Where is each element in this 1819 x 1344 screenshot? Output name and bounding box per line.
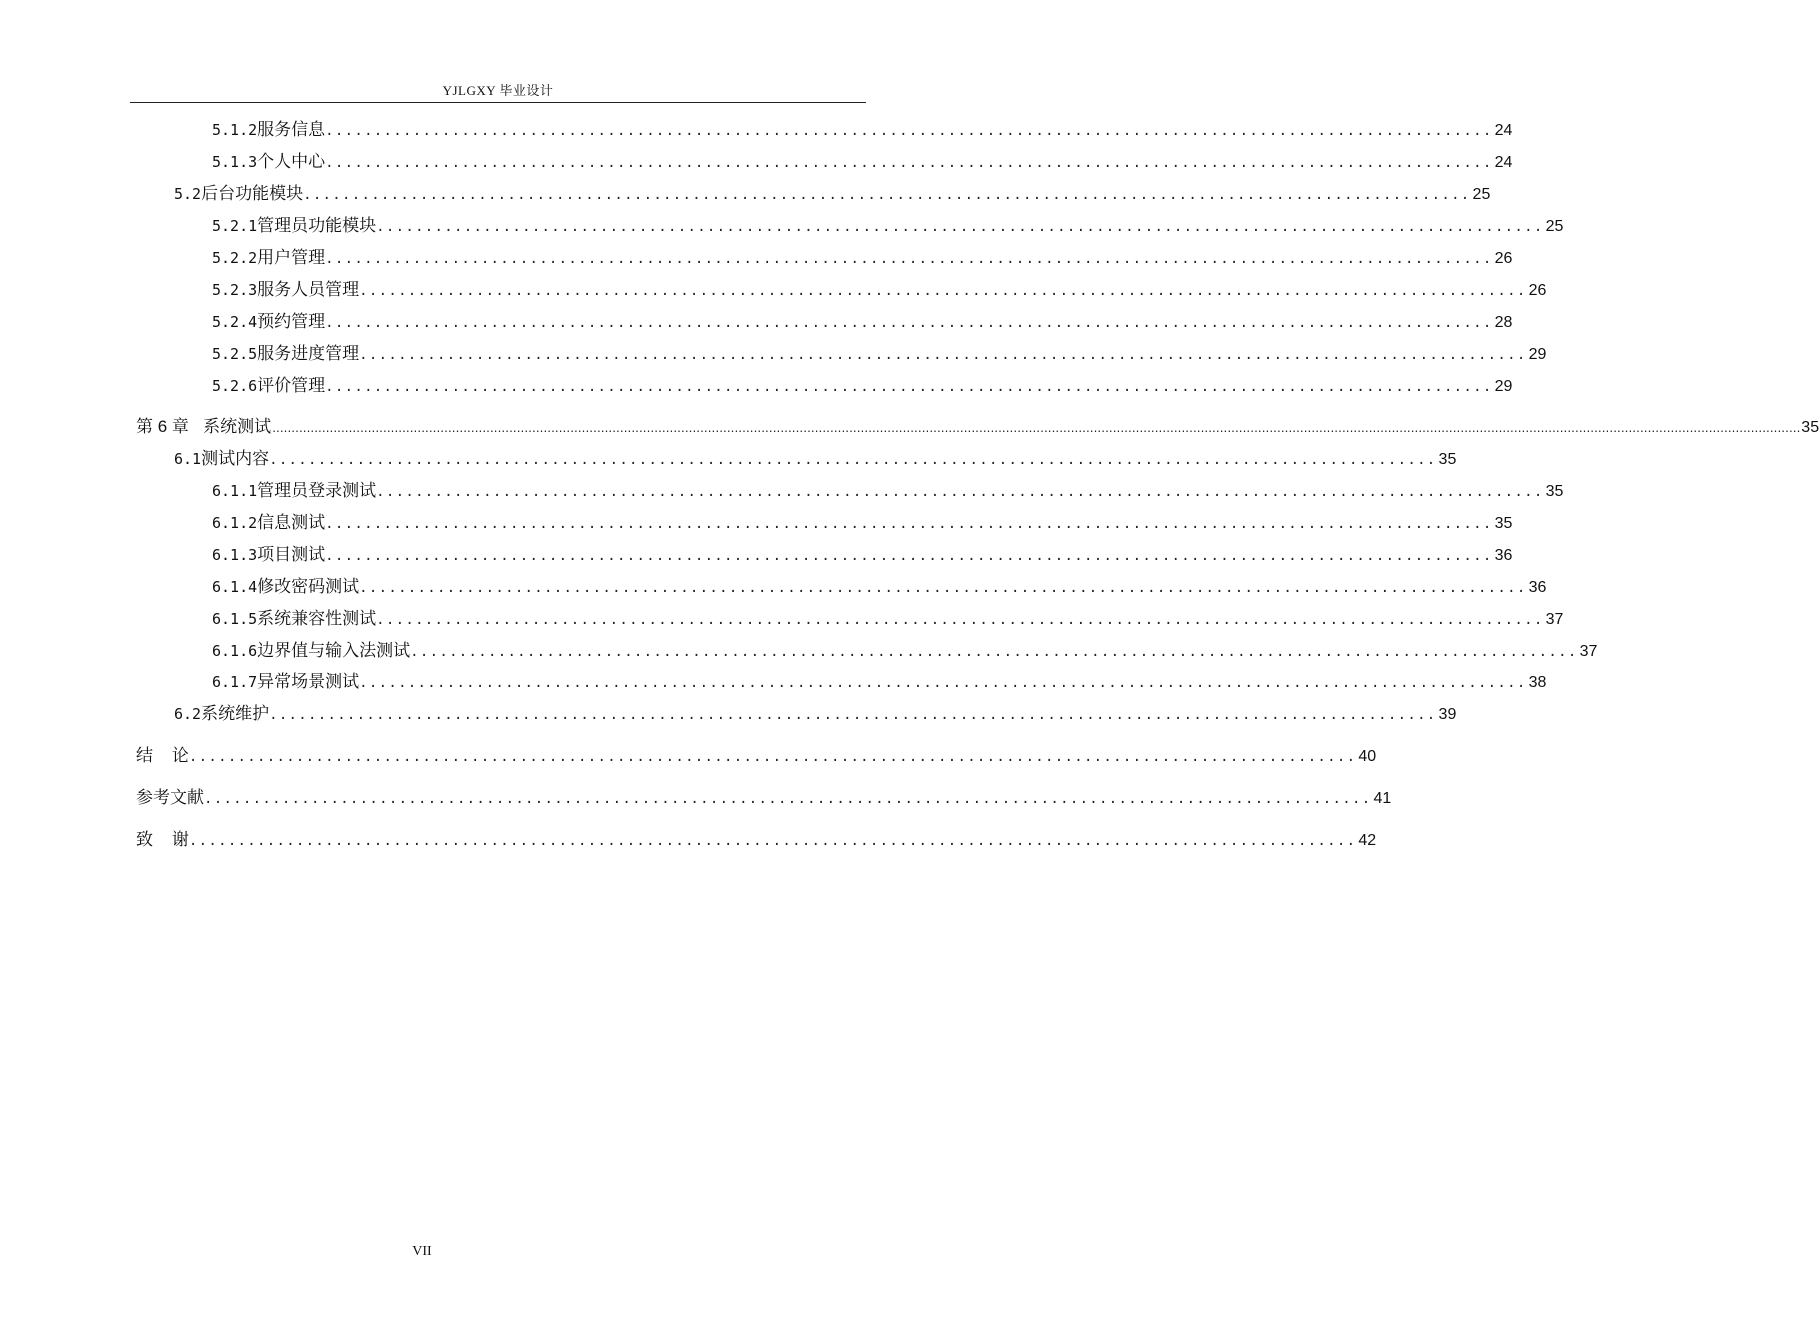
toc-entry-number: 5.2.6 — [212, 377, 258, 395]
toc-entry-5-2-3[interactable] — [212, 279, 1547, 302]
toc-dot-leader: ........................................................................................................................ — [325, 548, 1493, 564]
toc-entry-title: 修改密码测试 — [257, 577, 360, 596]
toc-page-number: 40 — [1358, 748, 1377, 765]
toc-entry-5-2[interactable] — [174, 183, 1491, 206]
toc-page-number: 25 — [1545, 218, 1564, 235]
toc-entry-6-1-3[interactable] — [212, 544, 1513, 567]
toc-entry-number: 5.1.3 — [212, 153, 258, 171]
toc-entry-5-2-2[interactable] — [212, 247, 1513, 270]
toc-page-number: 26 — [1528, 282, 1547, 299]
toc-dot-leader: ........................................................................................................................ — [325, 379, 1493, 395]
toc-page-number: 36 — [1494, 547, 1513, 564]
toc-dot-leader: ........................................................................................................................ — [359, 580, 1527, 596]
toc-entry-number: 6.1.6 — [212, 642, 258, 660]
toc-dot-leader: ........................................................................................................................ — [325, 516, 1493, 532]
toc-entry-6-1-4[interactable] — [212, 576, 1547, 599]
toc-entry-number: 6.1.2 — [212, 514, 258, 532]
toc-entry-title: 异常场景测试 — [257, 672, 360, 691]
toc-dot-leader: ........................................................................................................................ — [303, 187, 1471, 203]
toc-dot-leader: ........................................................................................................................ — [359, 283, 1527, 299]
toc-entry-6-2[interactable] — [174, 703, 1457, 726]
toc-entry-number: 5.2.4 — [212, 313, 258, 331]
toc-entry-title: 管理员登录测试 — [257, 481, 377, 500]
toc-entry-6-1-6[interactable] — [212, 640, 1598, 663]
toc-entry-6-1-5[interactable] — [212, 608, 1564, 631]
toc-entry-references[interactable] — [136, 787, 1392, 810]
toc-page-number: 29 — [1494, 378, 1513, 395]
toc-entry-title: 服务进度管理 — [257, 344, 360, 363]
toc-entry-title: 测试内容 — [201, 449, 270, 468]
toc-entry-conclusion[interactable] — [136, 745, 1377, 768]
toc-section-title: 参考文献 — [136, 788, 204, 807]
toc-dot-leader: ........................................................................................................................ — [204, 791, 1372, 807]
toc-page-number: 29 — [1528, 346, 1547, 363]
toc-entry-number: 6.1.4 — [212, 578, 258, 596]
toc-page-number: 28 — [1494, 314, 1513, 331]
toc-entry-title: 服务人员管理 — [257, 280, 360, 299]
toc-page-number: 35 — [1494, 515, 1513, 532]
toc-entry-6-1-2[interactable] — [212, 512, 1513, 535]
toc-dot-leader: ........................................................................................................................ — [376, 484, 1544, 500]
toc-section-title: 结 论 — [136, 746, 189, 765]
toc-section-title: 致 谢 — [136, 830, 189, 849]
toc-entry-number: 5.2.5 — [212, 345, 258, 363]
toc-entry-number: 6.1.5 — [212, 610, 258, 628]
toc-entry-number: 5.2.3 — [212, 281, 258, 299]
header-divider — [130, 102, 866, 103]
toc-page-number: 38 — [1528, 674, 1547, 691]
toc-dot-leader: ........................................................................................................................ — [269, 452, 1437, 468]
toc-entry-number: 5.2 — [174, 185, 202, 203]
toc-entry-5-2-6[interactable] — [212, 375, 1513, 398]
toc-entry-5-2-1[interactable] — [212, 215, 1564, 238]
toc-page-number: 39 — [1438, 706, 1457, 723]
toc-entry-title: 系统兼容性测试 — [257, 609, 377, 628]
toc-page-number: 42 — [1358, 832, 1377, 849]
toc-dot-leader: ................................................................................................................................................................................................................................................................................................................................................................................................................ — [271, 424, 1800, 435]
toc-entry-number: 6.1.7 — [212, 673, 258, 691]
toc-entry-5-2-5[interactable] — [212, 343, 1547, 366]
toc-entry-chapter-6[interactable] — [136, 416, 1819, 441]
toc-entry-title: 服务信息 — [257, 120, 326, 139]
toc-dot-leader: ........................................................................................................................ — [359, 347, 1527, 363]
toc-dot-leader: ........................................................................................................................ — [269, 707, 1437, 723]
toc-entry-title: 用户管理 — [257, 248, 326, 267]
toc-page-number: 35 — [1545, 483, 1564, 500]
toc-entry-title: 管理员功能模块 — [257, 216, 377, 235]
toc-entry-title: 个人中心 — [257, 152, 326, 171]
toc-entry-number: 5.1.2 — [212, 121, 258, 139]
toc-dot-leader: ........................................................................................................................ — [325, 315, 1493, 331]
toc-entry-5-1-2[interactable] — [212, 119, 1513, 142]
toc-entry-number: 5.2.2 — [212, 249, 258, 267]
toc-entry-title: 预约管理 — [257, 312, 326, 331]
toc-entry-number: 6.1.1 — [212, 482, 258, 500]
toc-dot-leader: ........................................................................................................................ — [410, 644, 1578, 660]
toc-entry-number: 5.2.1 — [212, 217, 258, 235]
toc-entry-6-1[interactable] — [174, 448, 1457, 471]
toc-page-number: 26 — [1494, 250, 1513, 267]
toc-chapter-title: 第 6 章 系统测试 — [136, 417, 272, 436]
toc-page-number: 37 — [1579, 643, 1598, 660]
toc-page-number: 25 — [1472, 186, 1491, 203]
toc-page-number: 35 — [1438, 451, 1457, 468]
toc-entry-title: 评价管理 — [257, 376, 326, 395]
toc-entry-6-1-7[interactable] — [212, 671, 1547, 694]
toc-entry-title: 后台功能模块 — [201, 184, 304, 203]
toc-entry-acknowledgements[interactable] — [136, 829, 1377, 852]
toc-entry-title: 信息测试 — [257, 513, 326, 532]
toc-page-number: 37 — [1545, 611, 1564, 628]
toc-dot-leader: ........................................................................................................................ — [188, 833, 1357, 849]
toc-page-number: 36 — [1528, 579, 1547, 596]
toc-page-number: 35 — [1801, 419, 1819, 436]
page-header: YJLGXY 毕业设计 — [442, 83, 554, 98]
toc-entry-5-2-4[interactable] — [212, 311, 1513, 334]
toc-dot-leader: ........................................................................................................................ — [376, 612, 1544, 628]
toc-dot-leader: ........................................................................................................................ — [325, 123, 1493, 139]
toc-dot-leader: ........................................................................................................................ — [325, 155, 1493, 171]
toc-page-number: 24 — [1494, 154, 1513, 171]
toc-page-number: 41 — [1373, 790, 1392, 807]
toc-entry-6-1-1[interactable] — [212, 480, 1564, 503]
toc-page-number: 24 — [1494, 122, 1513, 139]
toc-entry-5-1-3[interactable] — [212, 151, 1513, 174]
toc-dot-leader: ........................................................................................................................ — [359, 675, 1527, 691]
toc-dot-leader: ........................................................................................................................ — [188, 749, 1357, 765]
toc-entry-title: 项目测试 — [257, 545, 326, 564]
toc-dot-leader: ........................................................................................................................ — [376, 219, 1544, 235]
toc-entry-title: 系统维护 — [201, 704, 270, 723]
toc-entry-title: 边界值与输入法测试 — [257, 641, 411, 660]
toc-entry-number: 6.2 — [174, 705, 202, 723]
toc-entry-number: 6.1 — [174, 450, 202, 468]
toc-dot-leader: ........................................................................................................................ — [325, 251, 1493, 267]
page-footer-number: VII — [412, 1244, 432, 1259]
toc-entry-number: 6.1.3 — [212, 546, 258, 564]
